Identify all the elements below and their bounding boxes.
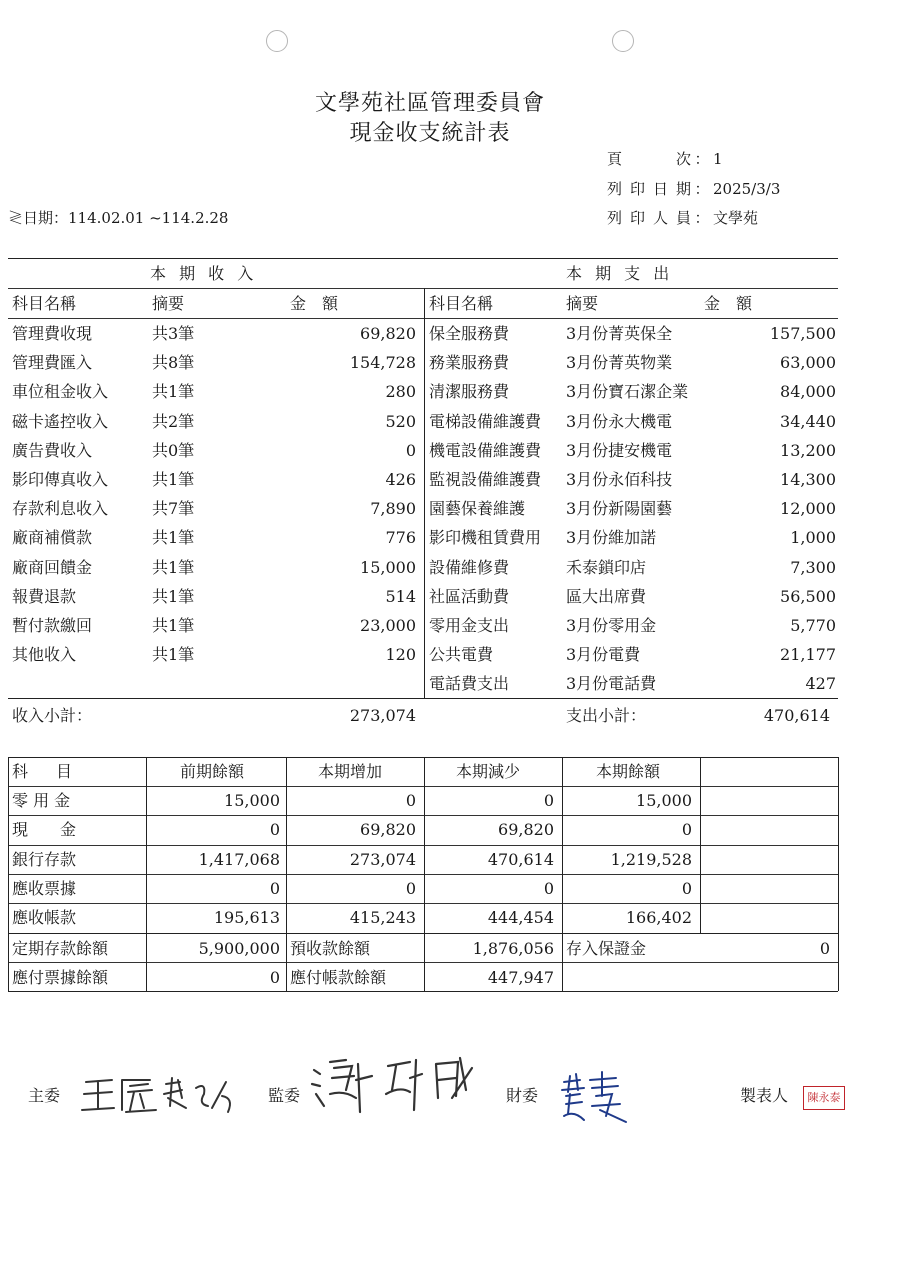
balance-extra-value3: 0: [819, 939, 830, 958]
expense-subject: 社區活動費: [429, 586, 510, 606]
balance-row-rule: [8, 786, 838, 787]
balance-col-rule: [286, 933, 287, 991]
print-date: 列印日期 ： 2025/3/3: [607, 180, 781, 198]
balance-dec: 69,820: [498, 820, 554, 839]
expense-amount: 14,300: [780, 470, 836, 489]
expense-amount: 63,000: [780, 353, 836, 373]
balance-bal: 0: [681, 820, 692, 839]
income-amount: 0: [405, 440, 416, 460]
expense-summary: 3月份永佰科技: [566, 470, 673, 489]
income-section-title: 本 期 收 入: [150, 264, 258, 283]
income-summary: 共3筆: [152, 324, 195, 343]
income-summary: 共1筆: [152, 470, 195, 489]
income-summary: 共7筆: [152, 499, 195, 519]
income-col-amount: 金 額: [290, 294, 339, 313]
chair-signature: [78, 1068, 238, 1118]
expense-summary: 3月份零用金: [566, 616, 657, 635]
expense-summary: 3月份電費: [566, 645, 641, 665]
balance-prev: 15,000: [224, 791, 280, 810]
balance-inc: 273,074: [349, 850, 416, 869]
expense-subject: 電話費支出: [429, 674, 510, 694]
balance-subject: 現 金: [12, 820, 77, 839]
expense-subject: 設備維修費: [429, 557, 510, 577]
income-summary: 共1筆: [152, 382, 195, 402]
expense-subject: 影印機租賃費用: [429, 528, 542, 548]
income-summary: 共0筆: [152, 440, 195, 460]
balance-bal: 166,402: [625, 908, 692, 927]
income-amount: 154,728: [349, 353, 416, 373]
balance-col-rule: [8, 933, 9, 991]
expense-summary: 3月份捷安機電: [566, 440, 673, 460]
balance-extra-label: 定期存款餘額: [12, 939, 109, 958]
balance-extra-label3: 存入保證金: [566, 939, 647, 958]
expense-summary: 禾泰鎖印店: [566, 557, 647, 577]
balance-extra-value: 5,900,000: [198, 939, 280, 958]
balance-subject: 應收票據: [12, 879, 77, 898]
balance-col-rule: [424, 757, 425, 933]
page-label: 頁次: [607, 150, 691, 168]
income-amount: 280: [385, 382, 416, 402]
balance-prev: 1,417,068: [198, 850, 280, 869]
balance-row-rule: [8, 874, 838, 875]
punch-hole-right: [612, 30, 634, 52]
balance-col-rule: [562, 757, 563, 933]
income-summary: 共1筆: [152, 557, 195, 577]
expense-subject: 務業服務費: [429, 353, 510, 373]
income-summary: 共1筆: [152, 586, 195, 606]
income-subject: 其他收入: [12, 645, 77, 665]
balance-subject: 零 用 金: [12, 791, 71, 810]
balance-row-rule: [8, 757, 838, 758]
expense-amount: 12,000: [780, 499, 836, 519]
chair-label: 主委: [28, 1086, 61, 1105]
income-amount: 514: [385, 586, 416, 606]
balance-extra-value2: 447,947: [487, 968, 554, 987]
balance-header: 科 目: [12, 762, 79, 781]
expense-subject: 監視設備維護費: [429, 470, 542, 489]
supervisor-label: 監委: [268, 1086, 301, 1105]
balance-inc: 415,243: [349, 908, 416, 927]
income-subtotal-value: 273,074: [349, 706, 416, 725]
expense-section-title: 本 期 支 出: [566, 264, 674, 283]
expense-subject: 園藝保養維護: [429, 499, 526, 519]
income-amount: 776: [385, 528, 416, 548]
balance-inc: 69,820: [360, 820, 416, 839]
maker-label: 製表人: [740, 1086, 789, 1105]
income-subject: 存款利息收入: [12, 499, 109, 519]
balance-extra-label2: 預收款餘額: [290, 939, 371, 958]
expense-summary: 區大出席費: [566, 586, 647, 606]
table-top-rule: [8, 258, 838, 259]
expense-amount: 34,440: [780, 411, 836, 431]
balance-dec: 444,454: [487, 908, 554, 927]
income-summary: 共8筆: [152, 353, 195, 373]
income-subject: 暫付款繳回: [12, 616, 93, 635]
balance-dec: 470,614: [487, 850, 554, 869]
expense-amount: 7,300: [790, 557, 836, 577]
income-amount: 23,000: [360, 616, 416, 635]
expense-subject: 電梯設備維護費: [429, 411, 542, 431]
page-number: 頁次 ： 1: [607, 150, 723, 168]
balance-extra-value2: 1,876,056: [472, 939, 554, 958]
balance-inc: 0: [405, 879, 416, 898]
balance-header: 前期餘額: [180, 762, 245, 781]
printer: 列印人員 ： 文學苑: [607, 209, 759, 227]
expense-subtotal-label: 支出小計：: [566, 706, 647, 725]
date-range: ≷日期：114.02.01 ~114.2.28: [8, 209, 229, 227]
balance-dec: 0: [543, 879, 554, 898]
income-amount: 7,890: [370, 499, 416, 519]
maker-seal: 陳永泰: [803, 1086, 845, 1110]
expense-summary: 3月份電話費: [566, 674, 657, 694]
balance-col-rule: [700, 757, 701, 933]
report-title: 現金收支統計表: [349, 121, 511, 146]
org-title: 文學苑社區管理委員會: [314, 91, 545, 116]
balance-bal: 15,000: [636, 791, 692, 810]
expense-summary: 3月份菁英物業: [566, 353, 673, 373]
expense-subtotal-value: 470,614: [763, 706, 830, 725]
expense-summary: 3月份維加諾: [566, 528, 657, 548]
expense-summary: 3月份永大機電: [566, 411, 673, 431]
expense-col-subject: 科目名稱: [429, 294, 494, 313]
balance-row-rule: [8, 903, 838, 904]
balance-row-rule: [8, 991, 838, 992]
income-subtotal-label: 收入小計：: [12, 706, 93, 725]
income-amount: 426: [385, 470, 416, 489]
balance-extra-label2: 應付帳款餘額: [290, 968, 387, 987]
expense-amount: 5,770: [790, 616, 836, 635]
expense-amount: 427: [805, 674, 836, 694]
balance-col-rule: [286, 757, 287, 933]
expense-amount: 84,000: [780, 382, 836, 402]
finance-signature: [556, 1070, 636, 1130]
finance-label: 財委: [506, 1086, 539, 1105]
income-col-summary: 摘要: [152, 294, 185, 313]
income-subject: 廣告費收入: [12, 440, 93, 460]
income-subject: 車位租金收入: [12, 382, 109, 402]
balance-row-rule: [8, 815, 838, 816]
balance-dec: 0: [543, 791, 554, 810]
balance-header: 本期增加: [318, 762, 383, 781]
balance-prev: 0: [269, 820, 280, 839]
income-amount: 15,000: [360, 557, 416, 577]
income-amount: 120: [385, 645, 416, 665]
income-subject: 管理費匯入: [12, 353, 93, 373]
expense-subject: 清潔服務費: [429, 382, 510, 402]
income-summary: 共2筆: [152, 411, 195, 431]
expense-col-amount: 金 額: [704, 294, 753, 313]
balance-row-rule: [8, 845, 838, 846]
expense-amount: 157,500: [769, 324, 836, 343]
expense-summary: 3月份菁英保全: [566, 324, 673, 343]
balance-col-rule: [146, 933, 147, 991]
balance-extra-value: 0: [269, 968, 280, 987]
expense-subject: 機電設備維護費: [429, 440, 542, 460]
income-subject: 磁卡遙控收入: [12, 411, 109, 431]
balance-col-rule: [838, 757, 839, 933]
balance-bal: 0: [681, 879, 692, 898]
balance-col-rule: [146, 757, 147, 933]
income-subject: 廠商補償款: [12, 528, 93, 548]
income-col-subject: 科目名稱: [12, 294, 77, 313]
income-amount: 520: [385, 411, 416, 431]
punch-hole-left: [266, 30, 288, 52]
expense-subject: 公共電費: [429, 645, 494, 665]
expense-amount: 56,500: [780, 586, 836, 606]
expense-amount: 1,000: [790, 528, 836, 548]
balance-col-rule: [838, 933, 839, 991]
income-summary: 共1筆: [152, 645, 195, 665]
balance-prev: 195,613: [213, 908, 280, 927]
expense-subject: 保全服務費: [429, 324, 510, 343]
income-subject: 管理費收現: [12, 324, 93, 343]
balance-prev: 0: [269, 879, 280, 898]
balance-col-rule: [562, 933, 563, 991]
balance-inc: 0: [405, 791, 416, 810]
balance-col-rule: [8, 757, 9, 933]
income-subject: 廠商回饋金: [12, 557, 93, 577]
table-divider: [424, 288, 425, 698]
expense-col-summary: 摘要: [566, 294, 599, 313]
expense-amount: 21,177: [780, 645, 836, 665]
balance-subject: 銀行存款: [12, 850, 77, 869]
expense-amount: 13,200: [780, 440, 836, 460]
income-subject: 影印傳真收入: [12, 470, 109, 489]
balance-extra-label: 應付票據餘額: [12, 968, 109, 987]
balance-header: 本期餘額: [596, 762, 661, 781]
income-summary: 共1筆: [152, 528, 195, 548]
income-subject: 報費退款: [12, 586, 77, 606]
income-amount: 69,820: [360, 324, 416, 343]
balance-header: 本期減少: [456, 762, 521, 781]
supervisor-signature: [306, 1050, 476, 1120]
expense-summary: 3月份新陽園藝: [566, 499, 673, 519]
expense-summary: 3月份寶石潔企業: [566, 382, 689, 402]
expense-subject: 零用金支出: [429, 616, 510, 635]
balance-col-rule: [424, 933, 425, 991]
balance-bal: 1,219,528: [610, 850, 692, 869]
balance-subject: 應收帳款: [12, 908, 77, 927]
income-summary: 共1筆: [152, 616, 195, 635]
